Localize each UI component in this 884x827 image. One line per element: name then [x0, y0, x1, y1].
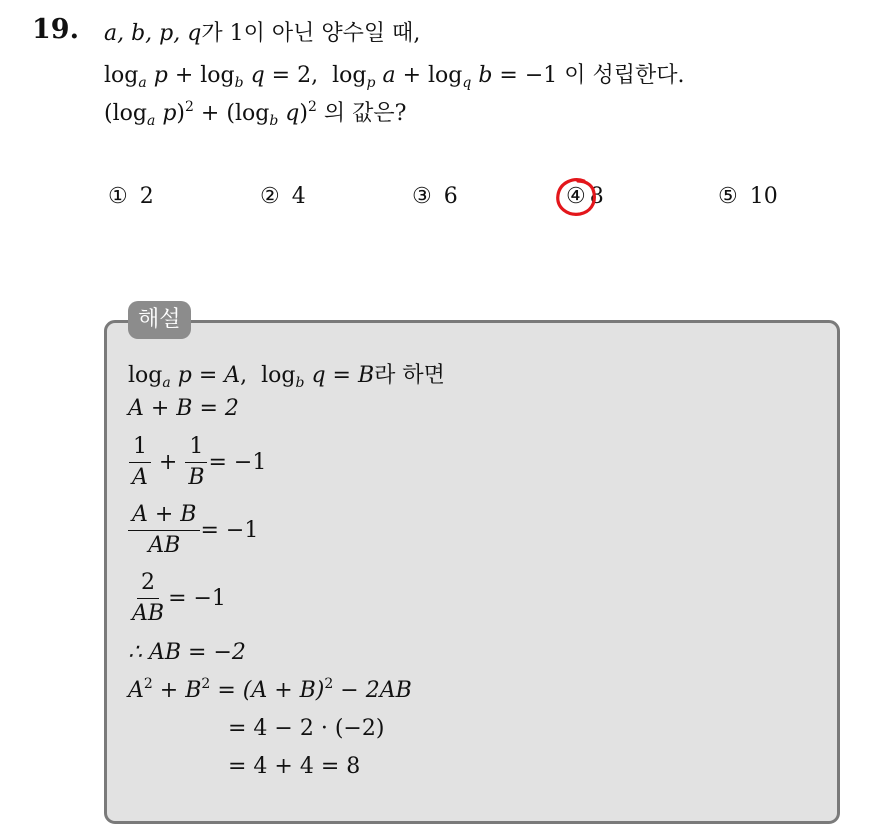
choice-1[interactable]: ① 2: [108, 184, 154, 209]
line3-suffix: 의 값은?: [323, 101, 407, 126]
solution-line-6: ∴ AB = −2: [128, 640, 246, 665]
solution-line-7: $A^2 + B^2 = (A + B)^2 - 2AB$: [128, 676, 412, 703]
question-line-2: $\log_a p + \log_b q = 2$, $\log_p a + \log_q b = -1$ 이 성립한다.: [104, 63, 685, 91]
question-line-1: [104, 16, 420, 47]
solution-line-3: $\frac{1}{A}$ + $\frac{1}{B}$ = −1: [128, 432, 266, 493]
question-line-3: ($\log_a$ $p)^2 + (\log_b$ q)$^2$ 의 값은?: [104, 99, 407, 129]
solution-line-9: = 4 + 4 = 8: [228, 754, 361, 779]
choice-5[interactable]: ⑤ 10: [718, 184, 778, 209]
choice-3[interactable]: ③ 6: [412, 184, 458, 209]
solution-line-1: $\log_a p = A$, $\log_b q = B$라 하면: [128, 363, 445, 391]
solution-line-4: $\frac{A + B}{AB}$ = −1: [128, 500, 258, 561]
solution-tag: 해설: [128, 301, 191, 339]
line2-suffix: 이 성립한다.: [564, 63, 685, 88]
answer-circle-mark: [554, 176, 598, 218]
variables: a, b, p, q: [104, 21, 202, 46]
solution-line-2: A + B = 2: [128, 396, 239, 421]
condition-text: 가 1이 아닌 양수일 때,: [201, 21, 421, 46]
choice-4[interactable]: ④ 8: [566, 184, 604, 209]
solution-line-5: $\frac{2}{AB}$ = −1: [132, 570, 226, 626]
choice-2[interactable]: ② 4: [260, 184, 306, 209]
solution-line-8: = 4 − 2 · (−2): [228, 716, 385, 741]
question-number: 19.: [32, 14, 79, 45]
